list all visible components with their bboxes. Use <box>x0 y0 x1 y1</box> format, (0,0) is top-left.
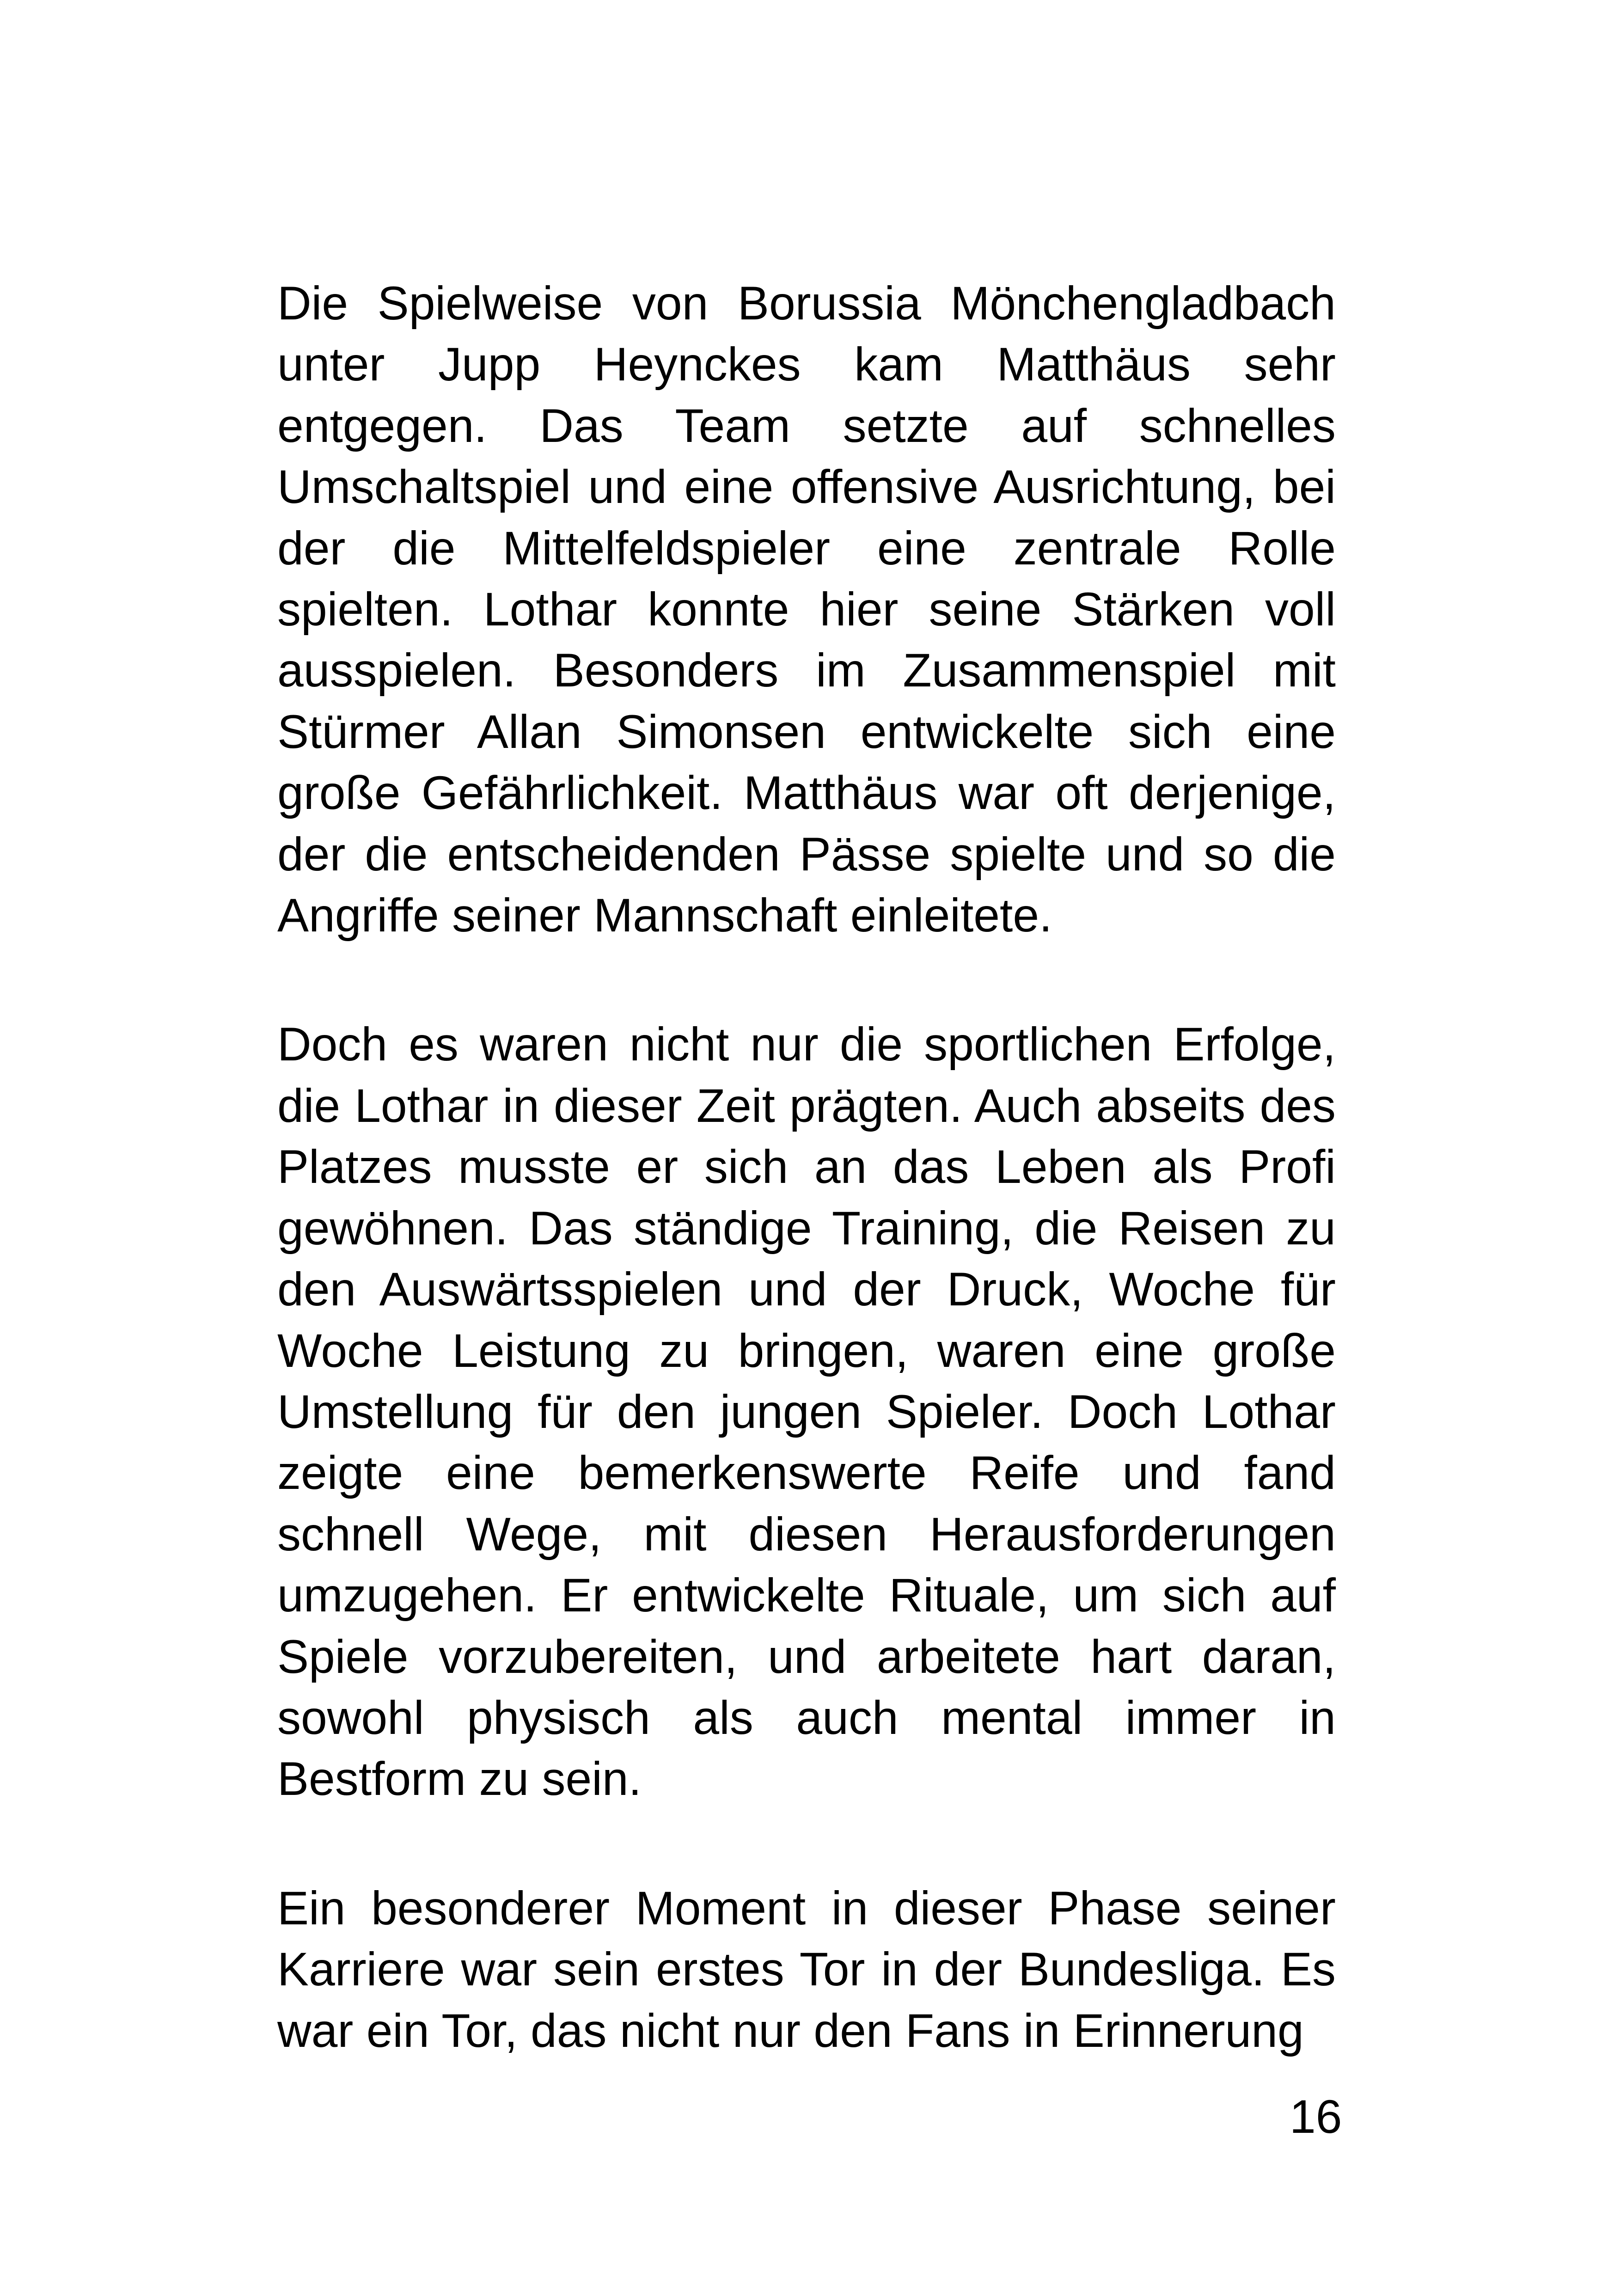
page-number: 16 <box>1290 2090 1342 2143</box>
paragraph-3: Ein besonderer Moment in dieser Phase seiner Karriere war sein erstes Tor in der Bundesliga. Es war ein Tor, das nicht nur den Fans in Erinnerung <box>277 1881 1336 2057</box>
paragraph-1: Die Spielweise von Borussia Mönchengladbach unter Jupp Heynckes kam Matthäus sehr entgegen. Das Team setzte auf schnelles Umschaltspiel und eine offensive Ausrichtung, bei der die Mittelfeldspieler eine zentrale Rolle spielten. Lothar konnte hier seine Stärken voll ausspielen. Besonders im Zusammenspiel mit Stürmer Allan Simonsen entwickelte sich eine große Gefährlichkeit. Matthäus war oft derjenige, der die entscheidenden Pässe spielte und so die Angriffe seiner Mannschaft einleitete. <box>277 277 1336 942</box>
paragraph-2: Doch es waren nicht nur die sportlichen Erfolge, die Lothar in dieser Zeit prägten. Auch abseits des Platzes musste er sich an das Leben als Profi gewöhnen. Das ständige Training, die Reisen zu den Auswärtsspielen und der Druck, Woche für Woche Leistung zu bringen, waren eine große Umstellung für den jungen Spieler. Doch Lothar zeigte eine bemerkenswerte Reife und fand schnell Wege, mit diesen Herausforderungen umzugehen. Er entwickelte Rituale, um sich auf Spiele vorzubereiten, und arbeitete hart daran, sowohl physisch als auch mental immer in Bestform zu sein. <box>277 1018 1336 1806</box>
body-text <box>277 273 1336 2061</box>
